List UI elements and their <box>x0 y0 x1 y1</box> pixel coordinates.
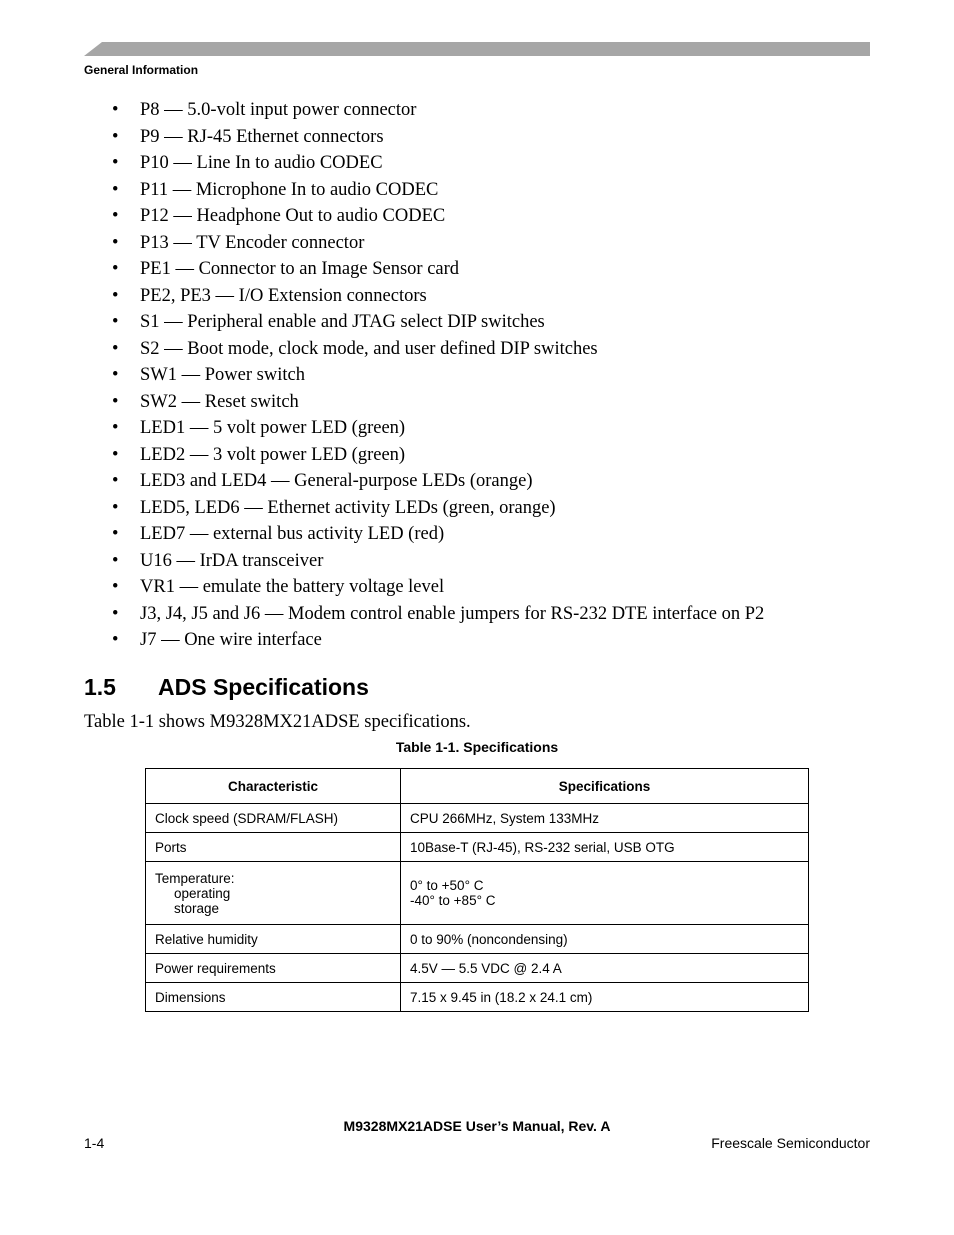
list-item: • LED7 — external bus activity LED (red) <box>112 524 445 544</box>
list-item: • U16 — IrDA transceiver <box>112 550 324 571</box>
table-cell: CPU 266MHz, System 133MHz <box>401 804 809 833</box>
table-row <box>146 862 809 925</box>
list-item: • J7 — One wire interface <box>112 630 322 650</box>
table-cell: Temperature: operating storage <box>146 862 401 925</box>
list-item: • LED3 and LED4 — General-purpose LEDs (orange) <box>112 471 533 491</box>
table-caption: Table 1-1. Specifications <box>395 739 559 755</box>
list-item: • LED1 — 5 volt power LED (green) <box>112 418 406 438</box>
table-header-row <box>146 769 809 804</box>
table-cell: 10Base-T (RJ-45), RS-232 serial, USB OTG <box>401 833 809 862</box>
table-cell: Ports <box>146 833 401 862</box>
table-row <box>146 804 809 833</box>
table-row <box>146 925 809 954</box>
section-number: 1.5 <box>84 674 116 700</box>
list-item: • VR1 — emulate the battery voltage level <box>112 577 445 597</box>
list-item: • P9 — RJ-45 Ethernet connectors <box>112 126 384 147</box>
connector-list <box>112 97 764 654</box>
running-header: General Information <box>84 63 199 77</box>
table-cell: 7.15 x 9.45 in (18.2 x 24.1 cm) <box>401 983 809 1012</box>
list-item: • PE2, PE3 — I/O Extension connectors <box>112 285 427 306</box>
section-heading <box>84 674 369 701</box>
list-item: • LED2 — 3 volt power LED (green) <box>112 444 406 465</box>
table-cell: Power requirements <box>146 954 401 983</box>
list-item: • SW1 — Power switch <box>112 365 305 385</box>
list-item: • P8 — 5.0-volt input power connector <box>112 100 417 120</box>
table-cell: 0 to 90% (noncondensing) <box>401 925 809 954</box>
table-cell: Dimensions <box>146 983 401 1012</box>
table-cell: Relative humidity <box>146 925 401 954</box>
list-item: • S1 — Peripheral enable and JTAG select DIP switches <box>112 312 545 332</box>
list-item: • P10 — Line In to audio CODEC <box>112 153 383 173</box>
page-number: 1-4 <box>84 1135 105 1151</box>
table-cell: 4.5V — 5.5 VDC @ 2.4 A <box>401 954 809 983</box>
table-cell: Clock speed (SDRAM/FLASH) <box>146 804 401 833</box>
list-item: • S2 — Boot mode, clock mode, and user defined DIP switches <box>112 338 598 359</box>
table-row <box>146 833 809 862</box>
list-item: • P11 — Microphone In to audio CODEC <box>112 179 439 200</box>
intro-paragraph: Table 1-1 shows M9328MX21ADSE specifications. <box>84 712 471 732</box>
table-cell: 0° to +50° C -40° to +85° C <box>401 862 809 925</box>
table-row <box>146 983 809 1012</box>
header-bar <box>84 42 870 56</box>
list-item: • LED5, LED6 — Ethernet activity LEDs (green, orange) <box>112 497 556 518</box>
list-item: • P13 — TV Encoder connector <box>112 232 365 253</box>
footer-manual-title: M9328MX21ADSE User’s Manual, Rev. A <box>343 1118 611 1134</box>
list-item: • J3, J4, J5 and J6 — Modem control enable jumpers for RS-232 DTE interface on P2 <box>112 603 765 624</box>
specifications-table <box>145 768 809 1012</box>
column-header: Specifications <box>401 769 809 804</box>
list-item: • PE1 — Connector to an Image Sensor card <box>112 259 460 279</box>
table-row <box>146 954 809 983</box>
footer-company: Freescale Semiconductor <box>711 1135 870 1151</box>
section-title: ADS Specifications <box>158 674 369 700</box>
list-item: • SW2 — Reset switch <box>112 391 299 412</box>
list-item: • P12 — Headphone Out to audio CODEC <box>112 206 446 226</box>
column-header: Characteristic <box>146 769 401 804</box>
